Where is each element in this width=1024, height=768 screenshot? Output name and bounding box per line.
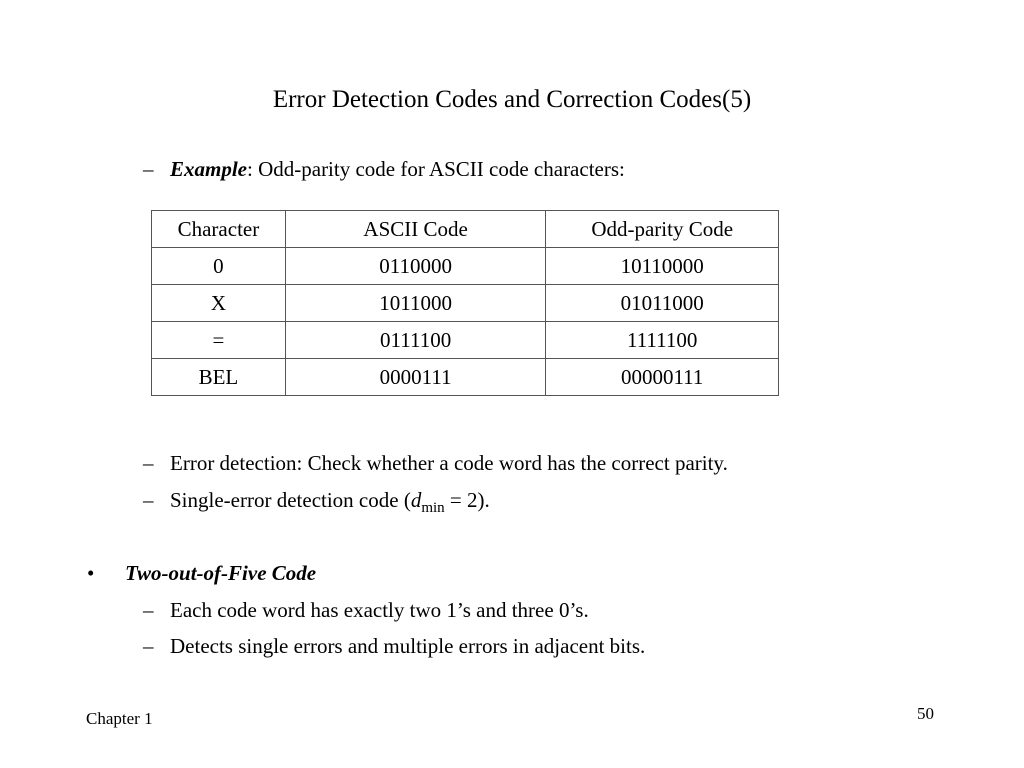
single-error-prefix: Single-error detection code (: [170, 488, 411, 512]
single-error-dash: –: [143, 488, 154, 512]
two-of-five-heading: Two-out-of-Five Code: [125, 561, 317, 585]
cell-ascii-code: 0111100: [285, 322, 546, 359]
example-label: Example: [170, 157, 247, 181]
example-text: : Odd-parity code for ASCII code characters:: [247, 157, 625, 181]
table-header-row: [152, 211, 779, 248]
header-character: Character: [152, 211, 286, 248]
cell-odd-parity-code: 00000111: [546, 359, 779, 396]
table-row: [152, 285, 779, 322]
cell-ascii-code: 0110000: [285, 248, 546, 285]
cell-odd-parity-code: 1111100: [546, 322, 779, 359]
footer-chapter: Chapter 1: [86, 709, 153, 728]
single-error-suffix: = 2).: [444, 488, 490, 512]
cell-ascii-code: 1011000: [285, 285, 546, 322]
cell-character: =: [152, 322, 286, 359]
header-odd-parity-code: Odd-parity Code: [546, 211, 779, 248]
cell-character: BEL: [152, 359, 286, 396]
dmin-subscript: min: [421, 500, 445, 516]
cell-odd-parity-code: 01011000: [546, 285, 779, 322]
slide-title: Error Detection Codes and Correction Codes(5): [272, 86, 752, 113]
two-of-five-item: Detects single errors and multiple errors in adjacent bits.: [170, 634, 646, 658]
two-of-five-item-dash: –: [143, 634, 154, 658]
dmin-symbol: d: [410, 488, 422, 512]
header-ascii-code: ASCII Code: [285, 211, 546, 248]
cell-character: 0: [152, 248, 286, 285]
cell-odd-parity-code: 10110000: [546, 248, 779, 285]
single-error-line: [170, 487, 490, 516]
cell-ascii-code: 0000111: [285, 359, 546, 396]
table-row: [152, 248, 779, 285]
table-row: [152, 322, 779, 359]
two-of-five-item-dash: –: [143, 598, 154, 622]
two-of-five-item: Each code word has exactly two 1’s and three 0’s.: [170, 598, 589, 622]
two-of-five-bullet: •: [87, 561, 95, 585]
error-detection-text: Error detection: Check whether a code word has the correct parity.: [170, 451, 728, 475]
table-row: [152, 359, 779, 396]
error-detection-dash: –: [143, 451, 154, 475]
example-dash: –: [143, 157, 154, 181]
page-number: 50: [917, 704, 934, 723]
odd-parity-table: [151, 210, 779, 396]
cell-character: X: [152, 285, 286, 322]
example-line: [170, 156, 625, 182]
